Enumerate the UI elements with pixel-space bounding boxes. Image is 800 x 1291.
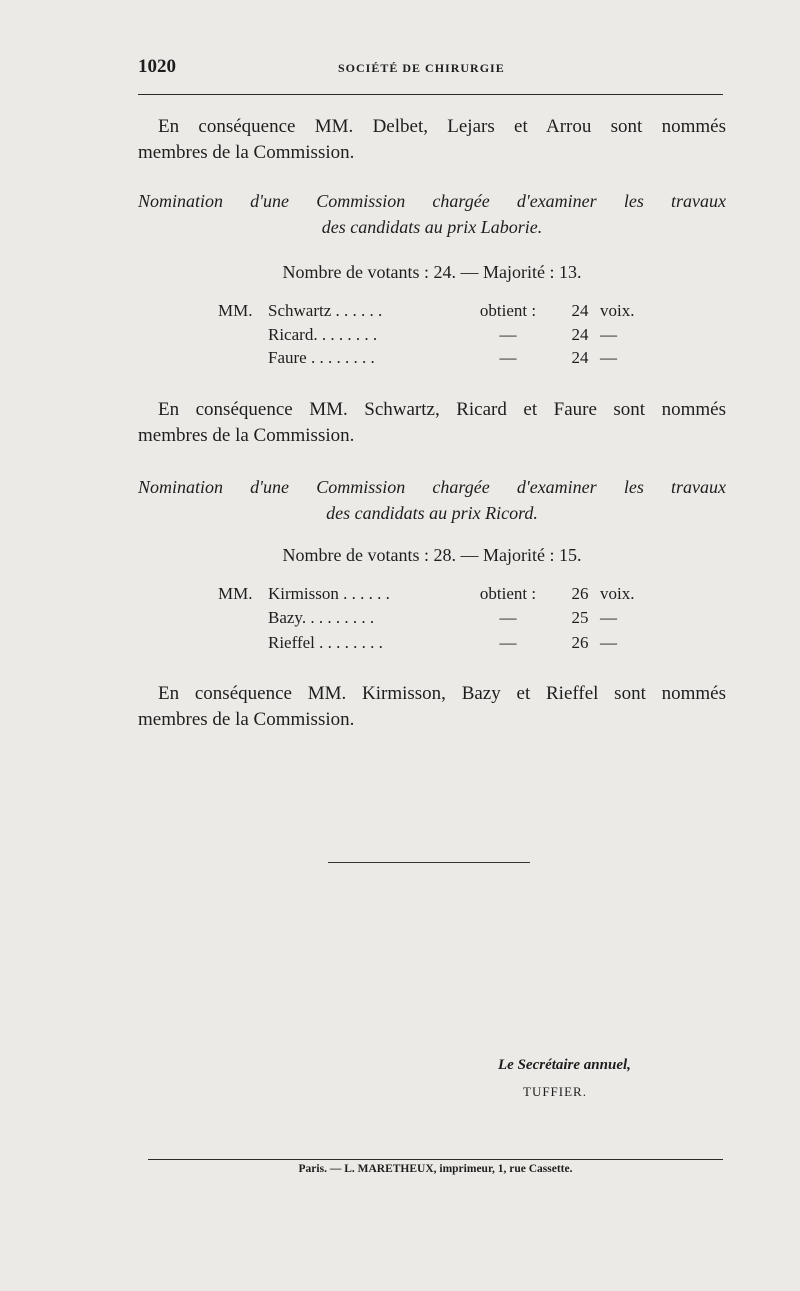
page-header [138, 56, 723, 84]
result-count: 26 [571, 633, 589, 652]
result-name: Ricard. . . . . . . . [268, 325, 378, 344]
result-verb: — [499, 348, 517, 367]
paragraph-kirmisson [138, 681, 726, 733]
result-name: Schwartz . . . . . . [268, 301, 383, 320]
result-count: 24 [571, 348, 589, 367]
result-unit: — [600, 348, 617, 367]
result-name: Bazy. . . . . . . . . [268, 608, 375, 627]
result-unit: voix. [600, 301, 635, 320]
heading-line: Nomination d'une Commission chargée d'examiner les travaux [138, 191, 726, 211]
footer-rule [148, 1159, 723, 1160]
header-rule [138, 94, 723, 95]
result-count: 24 [571, 301, 589, 320]
paragraph-delbet [138, 114, 726, 166]
result-verb: — [499, 325, 517, 344]
paragraph-line: En conséquence MM. Kirmisson, Bazy et Rieffel sont nommés [158, 683, 726, 704]
result-verb: — [499, 633, 517, 652]
result-count: 26 [571, 584, 589, 603]
result-name: Faure . . . . . . . . [268, 348, 375, 367]
section-separator [328, 862, 530, 863]
result-prefix: MM. [218, 584, 253, 603]
result-verb: obtient : [479, 584, 537, 603]
result-prefix: MM. [218, 301, 253, 320]
signature-title: Le Secrétaire annuel, [498, 1057, 631, 1073]
result-count: 25 [571, 608, 589, 627]
votes-line-ricord: Nombre de votants : 28. — Majorité : 15. [282, 545, 582, 565]
signature-name: TUFFIER. [523, 1084, 587, 1099]
result-verb: — [499, 608, 517, 627]
result-unit: — [600, 608, 617, 627]
paragraph-line: En conséquence MM. Schwartz, Ricard et Faure sont nommés [158, 399, 726, 420]
result-verb: obtient : [479, 301, 537, 320]
heading-line: des candidats au prix Ricord. [326, 503, 538, 523]
result-unit: — [600, 633, 617, 652]
result-unit: voix. [600, 584, 635, 603]
running-head: SOCIÉTÉ DE CHIRURGIE [338, 61, 505, 75]
result-count: 24 [571, 325, 589, 344]
result-name: Rieffel . . . . . . . . [268, 633, 383, 652]
paragraph-line: membres de la Commission. [138, 709, 355, 730]
heading-ricord [138, 474, 726, 526]
printer-imprint: Paris. — L. MARETHEUX, imprimeur, 1, rue Cassette. [298, 1163, 573, 1175]
paragraph-line: membres de la Commission. [138, 142, 355, 163]
paragraph-line: membres de la Commission. [138, 425, 355, 446]
result-unit: — [600, 325, 617, 344]
paragraph-schwartz [138, 397, 726, 449]
page-number: 1020 [138, 56, 176, 77]
result-name: Kirmisson . . . . . . [268, 584, 390, 603]
heading-line: Nomination d'une Commission chargée d'examiner les travaux [138, 477, 726, 497]
paragraph-line: En conséquence MM. Delbet, Lejars et Arrou sont nommés [158, 116, 726, 137]
votes-line-laborie: Nombre de votants : 24. — Majorité : 13. [282, 262, 582, 282]
heading-line: des candidats au prix Laborie. [321, 217, 543, 237]
heading-laborie [138, 188, 726, 240]
